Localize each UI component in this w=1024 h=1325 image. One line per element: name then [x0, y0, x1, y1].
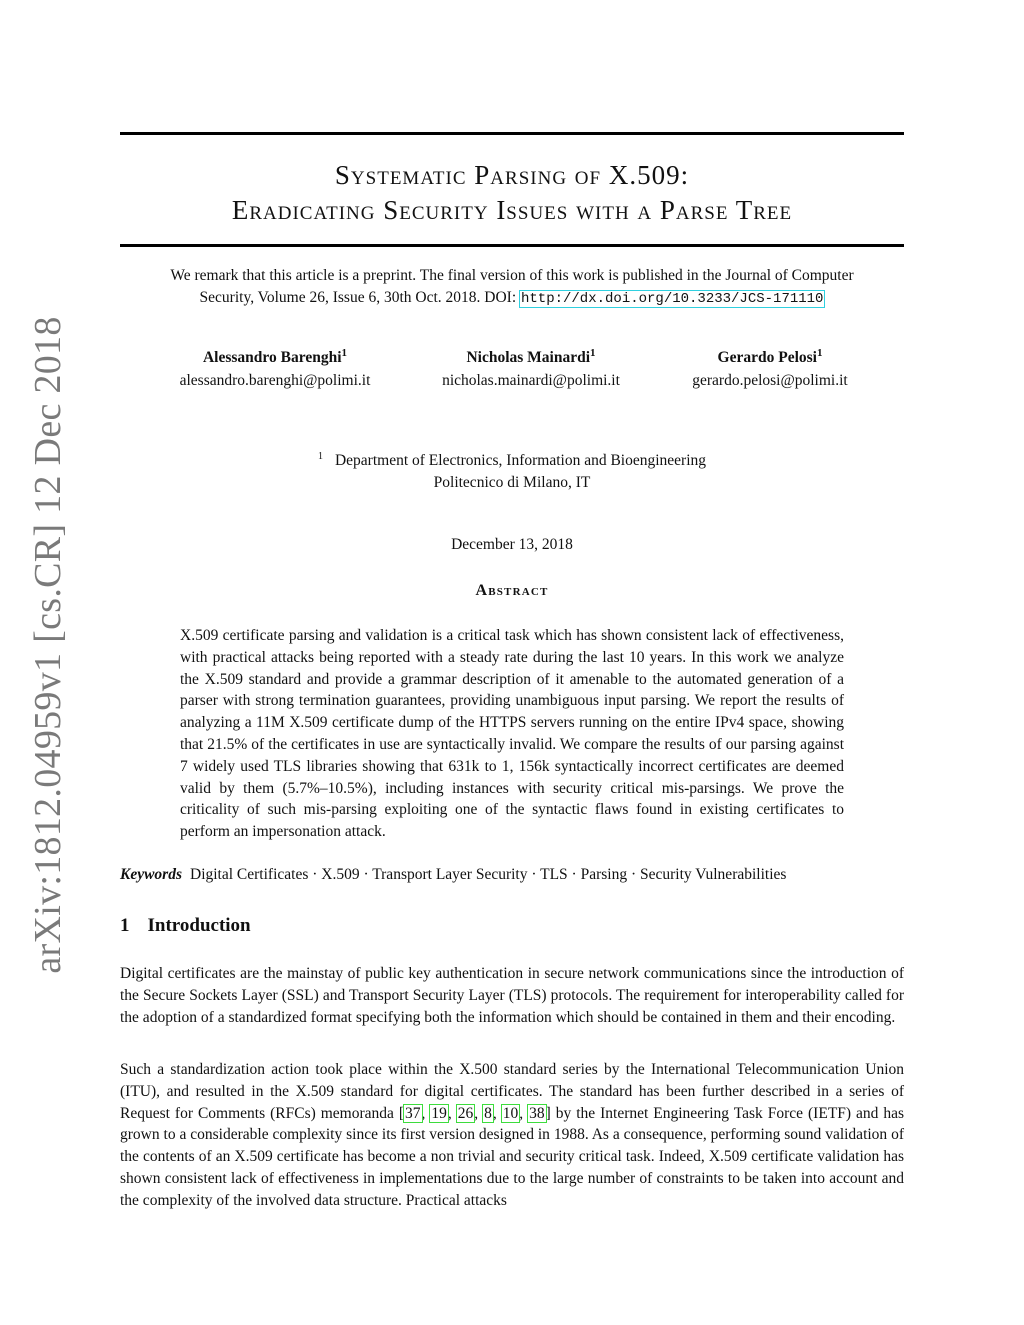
paper-date: December 13, 2018: [451, 536, 573, 553]
author-block-1: [160, 342, 390, 392]
affiliation: [120, 446, 904, 494]
remark-line-2-text: Security, Volume 26, Issue 6, 30th Oct. 2018. DOI:: [199, 289, 517, 306]
title-rule-top: [120, 132, 904, 135]
section-heading: [120, 915, 251, 937]
affiliation-line-2: Politecnico di Milano, IT: [433, 474, 591, 492]
section-title: Introduction: [147, 915, 251, 936]
author-email: nicholas.mainardi@polimi.it: [442, 372, 620, 390]
affiliation-mark: 1: [317, 451, 323, 462]
abstract-heading: Abstract: [475, 582, 549, 599]
intro-paragraph-2: Such a standardization action took place within the X.500 standard series by the International Telecommunication Union (ITU), and resulted in the X.509 standard for digital certificates. The standard has been further described in a series of Request for Comments (RFCs) memoranda [37, 19, 26, 8, 10, 38] by the Internet Engineering Task Force (IETF) and has grown to a considerable complexity since its first version designed in 1988. As a consequence, performing sound validation of the contents of an X.509 certificate has become a non trivial and security critical task. Indeed, X.509 certificate validation has shown consistent lack of effectiveness in implementations due to the large number of constraints to be taken into account and the complexity of the involved data structure. Practical attacks: [120, 1061, 905, 1209]
arxiv-stamp-text: arXiv:1812.04959v1 [cs.CR] 12 Dec 2018: [27, 316, 69, 974]
author-email: gerardo.pelosi@polimi.it: [692, 372, 848, 390]
citation-link[interactable]: 10: [502, 1104, 519, 1122]
author-email: alessandro.barenghi@polimi.it: [179, 372, 371, 390]
keywords-label: Keywords: [120, 866, 182, 883]
author-name: Alessandro Barenghi$^1$: [202, 347, 348, 367]
title-rule-bottom: [120, 244, 904, 247]
citation-link[interactable]: 37: [405, 1104, 421, 1122]
preprint-remark: [140, 265, 884, 310]
paper-title-line-2: Eradicating Security Issues with a Parse Tree: [231, 195, 793, 225]
author-name: Gerardo Pelosi$^1$: [717, 347, 823, 367]
doi-link[interactable]: http://dx.doi.org/10.3233/JCS-171110: [521, 291, 824, 307]
citation-link[interactable]: 26: [457, 1104, 474, 1122]
author-block-2: [416, 342, 646, 392]
remark-line-2: [140, 287, 884, 310]
section-number: 1: [120, 915, 130, 936]
paper-title-line-1: Systematic Parsing of X.509:: [334, 160, 690, 190]
affiliation-line-1: $^1$ Department of Electronics, Information and Bioengineering: [317, 451, 707, 470]
citation-link[interactable]: 8: [484, 1104, 492, 1122]
abstract-text: X.509 certificate parsing and validation is a critical task which has shown consistent lack of effectiveness, with practical attacks being reported with a steady rate during the last 10 years. In this work we analyze the X.509 standard and provide a grammar description of it amenable to the automated generation of a parser with strong termination guarantees, providing unambiguous input parsing. We report the results of analyzing a 11M X.509 certificate dump of the HTTPS servers running on the entire IPv4 space, showing that 21.5% of the certificates in use are syntactically invalid. We compare the results of our parsing against 7 widely used TLS libraries showing that 631k to 1, 156k syntactically incorrect certificates are deemed valid by them (5.7%–10.5%), including instances with security critical mis-parsings. We prove the criticality of such mis-parsing exploiting one of the syntactic flaws found in existing certificates to perform an impersonation attack.: [180, 627, 844, 841]
keywords-text: Digital Certificates · X.509 · Transport Layer Security · TLS · Parsing · Security Vulnerabilities: [190, 866, 787, 883]
remark-line-1: We remark that this article is a preprint. The final version of this work is published in the Journal of Computer: [170, 267, 854, 284]
author-name: Nicholas Mainardi$^1$: [466, 347, 596, 367]
author-block-3: [670, 342, 870, 392]
citation-link[interactable]: 38: [529, 1104, 545, 1122]
citation-link[interactable]: 19: [431, 1104, 447, 1122]
intro-paragraph-1: Digital certificates are the mainstay of public key authentication in secure network communications since the introduction of the Secure Sockets Layer (SSL) and Transport Security Layer (TLS) protocols. The requirement for interoperability called for the adoption of a standardized format specifying both the information which should be contained in them and their encoding.: [120, 965, 904, 1026]
keywords: [120, 866, 904, 884]
